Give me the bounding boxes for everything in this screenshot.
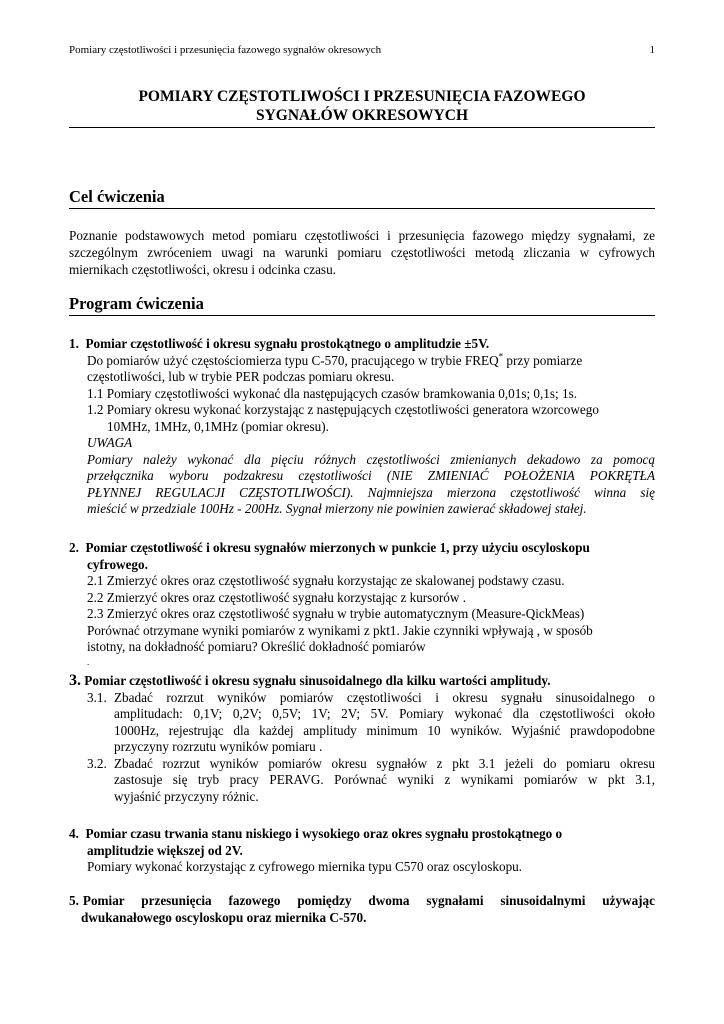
title-line-2: SYGNAŁÓW OKRESOWYCH — [255, 107, 468, 124]
section-2-number: 2. — [69, 540, 79, 555]
heading-program: Program ćwiczenia — [69, 294, 204, 313]
heading-cel-rule — [69, 208, 655, 209]
section-1-item-1-2-cont: 10MHz, 1MHz, 0,1MHz (pomiar okresu). — [107, 418, 329, 434]
running-header — [69, 44, 655, 56]
title-rule — [69, 127, 655, 128]
item-3-1-line: amplitudach: 0,1V; 0,2V; 0,5V; 1V; 2V; 5V. Pomiary wykonać dla częstotliwości około — [114, 706, 655, 721]
section-5-title: Pomiar przesunięcia fazowego pomiędzy dwoma sygnałami sinusoidalnymi używając — [82, 893, 655, 908]
heading-cel: Cel ćwiczenia — [69, 187, 165, 206]
item-3-2-line: zastosuje się tryb pracy PERAVG. Porównać wyniki z wynikami pomiarów w pkt 3.1, — [114, 772, 655, 787]
item-3-1-number: 3.1. — [87, 689, 107, 705]
title-line-1: POMIARY CZĘSTOTLIWOŚCI I PRZESUNIĘCIA FAZOWEGO — [138, 88, 586, 105]
heading-program-rule — [69, 315, 655, 316]
section-1-number: 1. — [69, 336, 79, 351]
item-3-2-line: Zbadać rozrzut wyników pomiarów okresu sygnałów z pkt 3.1 jeżeli do pomiaru okresu — [114, 755, 655, 771]
section-1-title: Pomiar częstotliwość i okresu sygnału prostokątnego o amplitudzie ±5V. — [85, 336, 490, 351]
note-line: mieścić w przedziale 100Hz - 200Hz. Sygnał mierzony nie powinien zawierać składowej stałej. — [87, 501, 587, 516]
cel-paragraph: Poznanie podstawowych metod pomiaru częstotliwości i przesunięcia fazowego między sygnałami, ze szczególnym zwróceniem uwagi na warunki pomiaru częstotliwości metodą zliczania w cyfrowych miernikach częstotliwości, okresu i odcinka czasu. — [69, 228, 655, 277]
section-4 — [69, 826, 655, 876]
section-2-title-cont: cyfrowego. — [87, 556, 148, 572]
section-4-number: 4. — [69, 826, 79, 841]
section-2-title: Pomiar częstotliwość i okresu sygnałów mierzonych w punkcie 1, przy użyciu oscyloskopu — [85, 540, 590, 555]
item-3-1-line: 1000Hz, rejestrując dla każdej amplitudy minimum 10 wyników. Wyjaśnić prawdopodobne — [114, 722, 655, 738]
page-number: 1 — [649, 44, 655, 56]
section-1-item-1-2: 1.2 Pomiary okresu wykonać korzystając z następujących częstotliwości generatora wzorcowego — [87, 402, 599, 417]
document-title — [69, 87, 655, 125]
section-2-item-2-1: 2.1 Zmierzyć okres oraz częstotliwość sygnału korzystając ze skalowanej podstawy czasu. — [87, 573, 565, 588]
section-4-line: Pomiary wykonać korzystając z cyfrowego miernika typu C570 oraz oscyloskopu. — [87, 859, 523, 874]
note-line: PŁYNNEJ REGULACJI CZĘSTOTLIWOŚCI). Najmniejsza mierzona częstotliwość winna się — [87, 484, 655, 500]
section-3 — [69, 673, 655, 805]
section-1-line: Do pomiarów użyć częstościomierza typu C-570, pracującego w trybie FREQ* przy pomiarze — [87, 351, 583, 368]
stray-dot: . — [87, 656, 90, 667]
section-1 — [69, 336, 655, 518]
running-title: Pomiary częstotliwości i przesunięcia fazowego sygnałów okresowych — [69, 44, 382, 56]
section-4-title-cont: amplitudzie większej od 2V. — [87, 842, 243, 858]
section-5-number: 5. — [69, 893, 79, 908]
item-3-2-line: wyjaśnić przyczyny różnic. — [114, 788, 259, 804]
section-1-line: częstotliwości, lub w trybie PER podczas pomiaru okresu. — [87, 369, 395, 384]
section-1-item-1-1: 1.1 Pomiary częstotliwości wykonać dla następujących czasów bramkowania 0,01s; 0,1s; 1s. — [87, 385, 578, 401]
note-line: Pomiary należy wykonać dla pięciu różnych częstotliwości zmienianych dekadowo za pomocą — [87, 451, 655, 467]
section-5 — [69, 893, 655, 926]
item-3-1-line: przyczyny rozrzutu wyników pomiaru . — [114, 739, 323, 754]
note-line: przełącznika wyboru podzakresu częstotliwości (NIE ZMIENIAĆ POŁOŻENIA POKRĘTŁA — [87, 468, 655, 483]
section-4-title: Pomiar czasu trwania stanu niskiego i wysokiego oraz okres sygnału prostokątnego o — [85, 826, 563, 841]
item-3-1-line: Zbadać rozrzut wyników pomiarów częstotliwości i okresu sygnału sinusoidalnego o — [114, 689, 655, 705]
section-5-title-cont: dwukanałowego oscyloskopu oraz miernika C-570. — [81, 909, 367, 925]
section-2-line: Porównać otrzymane wyniki pomiarów z wynikami z pkt1. Jakie czynniki wpływają , w sposób — [87, 622, 593, 638]
section-2-item-2-2: 2.2 Zmierzyć okres oraz częstotliwość sygnału korzystając z kursorów . — [87, 589, 467, 605]
section-2 — [69, 540, 655, 668]
section-3-title: Pomiar częstotliwość i okresu sygnału sinusoidalnego dla kilku wartości amplitudy. — [84, 673, 551, 688]
section-3-number: 3. — [69, 672, 81, 689]
section-2-item-2-3: 2.3 Zmierzyć okres oraz częstotliwość sygnału w trybie automatycznym (Measure-QickMeas) — [87, 606, 585, 621]
section-2-line: istotny, na dokładność pomiaru? Określić dokładność pomiarów — [87, 639, 426, 654]
note-label: UWAGA — [87, 435, 133, 450]
item-3-2-number: 3.2. — [87, 755, 107, 771]
